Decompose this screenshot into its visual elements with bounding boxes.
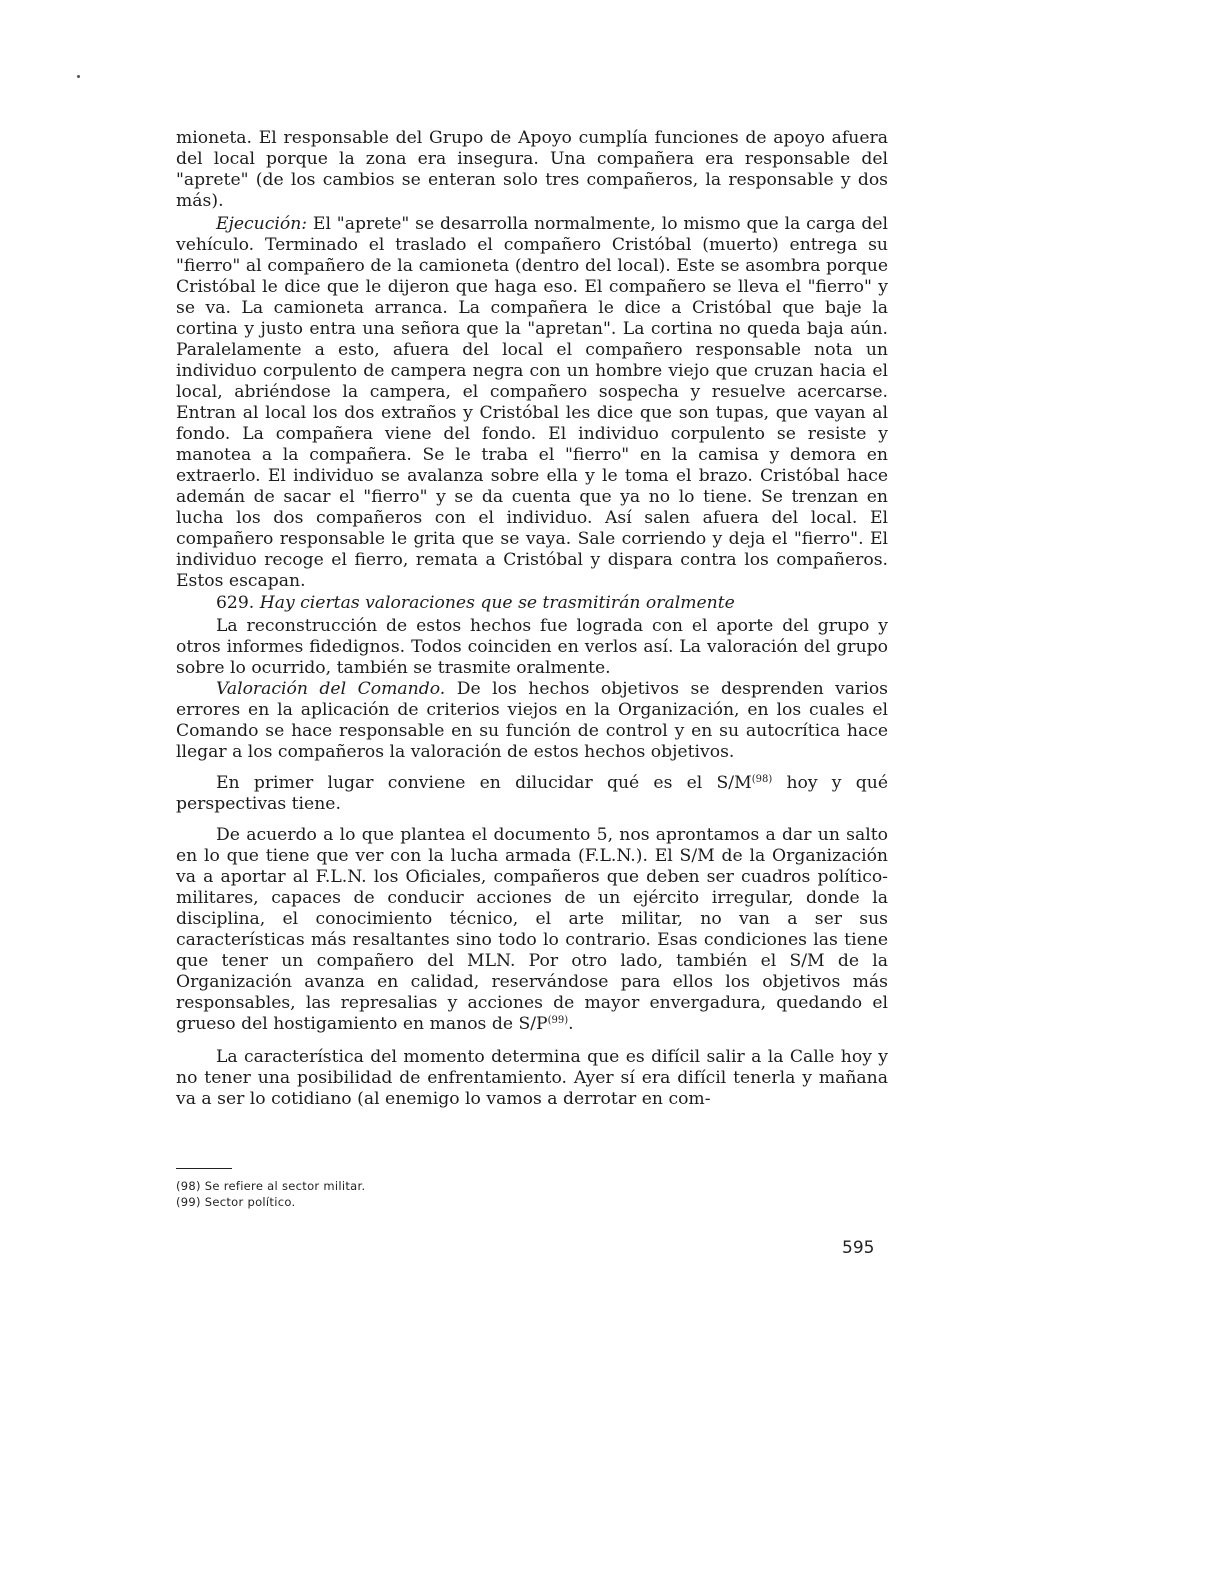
paragraph-ejecucion: [176, 214, 888, 592]
page-body: [176, 128, 888, 1110]
footnote-ref-99: (99): [547, 1015, 569, 1026]
section-heading-629: [176, 593, 888, 614]
footnote-rule: [176, 1168, 232, 1169]
paragraph-continuation: mioneta. El responsable del Grupo de Apoyo cumplía funciones de apoyo afuera del local porque la zona era insegura. Una compañera era responsable del "aprete" (de los cambios se enteran solo tres compañeros, la responsable y dos más).: [176, 128, 888, 211]
section-number: 629.: [216, 593, 255, 613]
paragraph-documento-5: [176, 825, 888, 1035]
paragraph-reconstruccion: La reconstrucción de estos hechos fue lograda con el aporte del grupo y otros informes fidedignos. Todos coinciden en verlos así. La valoración del grupo sobre lo ocurrido, también se trasmite oralmente.: [176, 616, 888, 678]
ejecucion-lead: Ejecución:: [216, 214, 308, 234]
footnote-98: (98) Se refiere al sector militar.: [176, 1179, 366, 1193]
ejecucion-text: El "aprete" se desarrolla normalmente, lo mismo que la carga del vehículo. Terminado el traslado el compañero Cristóbal (muerto) entrega su "fierro" al compañero de la camioneta (dentro del local). Este se asombra porque Cristóbal le dice que le dijeron que haga eso. El compañero se lleva el "fierro" y se va. La camioneta arranca. La compañera le dice a Cristóbal que baje la cortina y justo entra una señora que la "apretan". La cortina no queda baja aún. Paralelamente a esto, afuera del local el compañero responsable nota un individuo corpulento de campera negra con un hombre viejo que cruzan hacia el local, abriéndose la campera, el compañero sospecha y resuelve acercarse. Entran al local los dos extraños y Cristóbal les dice que son tupas, que vayan al fondo. La compañera viene del fondo. El individuo corpulento se resiste y manotea a la compañera. Se le traba el "fierro" en la camisa y demora en extraerlo. El individuo se avalanza sobre ella y le toma el brazo. Cristóbal hace ademán de sacar el "fierro" y se da cuenta que ya no lo tiene. Se trenzan en lucha los dos compañeros con el individuo. Así salen afuera del local. El compañero responsable le grita que se vaya. Sale corriendo y deja el "fierro". El individuo recoge el fierro, remata a Cristóbal y dispara contra los compañeros. Estos escapan.: [176, 214, 888, 591]
primer-lugar-text: En primer lugar conviene en dilucidar qué es el S/M: [216, 773, 752, 793]
valoracion-lead: Valoración del Comando.: [216, 679, 446, 699]
scan-speck: [77, 75, 80, 78]
footnotes: [176, 1178, 365, 1210]
documento-5-text-end: .: [568, 1014, 574, 1034]
paragraph-caracteristica: La característica del momento determina que es difícil salir a la Calle hoy y no tener una posibilidad de enfrentamiento. Ayer sí era difícil tenerla y mañana va a ser lo cotidiano (al enemigo lo vamos a derrotar en com-: [176, 1047, 888, 1109]
primer-lugar-text-end: hoy y qué perspectivas tiene.: [176, 773, 888, 814]
footnote-ref-98: (98): [751, 774, 773, 785]
valoracion-text: De los hechos objetivos se desprenden varios errores en la aplicación de criterios viejos en la Organización, en los cuales el Comando se hace responsable en su función de control y en su autocrítica hace llegar a los compañeros la valoración de estos hechos objetivos.: [176, 679, 888, 762]
paragraph-primer-lugar: [176, 773, 888, 815]
paragraph-valoracion-comando: [176, 679, 888, 763]
section-title: Hay ciertas valoraciones que se trasmitirán oralmente: [254, 593, 735, 613]
documento-5-text: De acuerdo a lo que plantea el documento 5, nos aprontamos a dar un salto en lo que tiene que ver con la lucha armada (F.L.N.). El S/M de la Organización va a aportar al F.L.N. los Oficiales, compañeros que deben ser cuadros político-militares, capaces de conducir acciones de un ejército irregular, donde la disciplina, el conocimiento técnico, el arte militar, no van a ser sus características más resaltantes sino todo lo contrario. Esas condiciones las tiene que tener un compañero del MLN. Por otro lado, también el S/M de la Organización avanza en calidad, reservándose para ellos los objetivos más responsables, las represalias y acciones de mayor envergadura, quedando el grueso del hostigamiento en manos de S/P: [176, 825, 888, 1034]
page-number: 595: [842, 1238, 875, 1258]
footnote-99: (99) Sector político.: [176, 1195, 296, 1209]
